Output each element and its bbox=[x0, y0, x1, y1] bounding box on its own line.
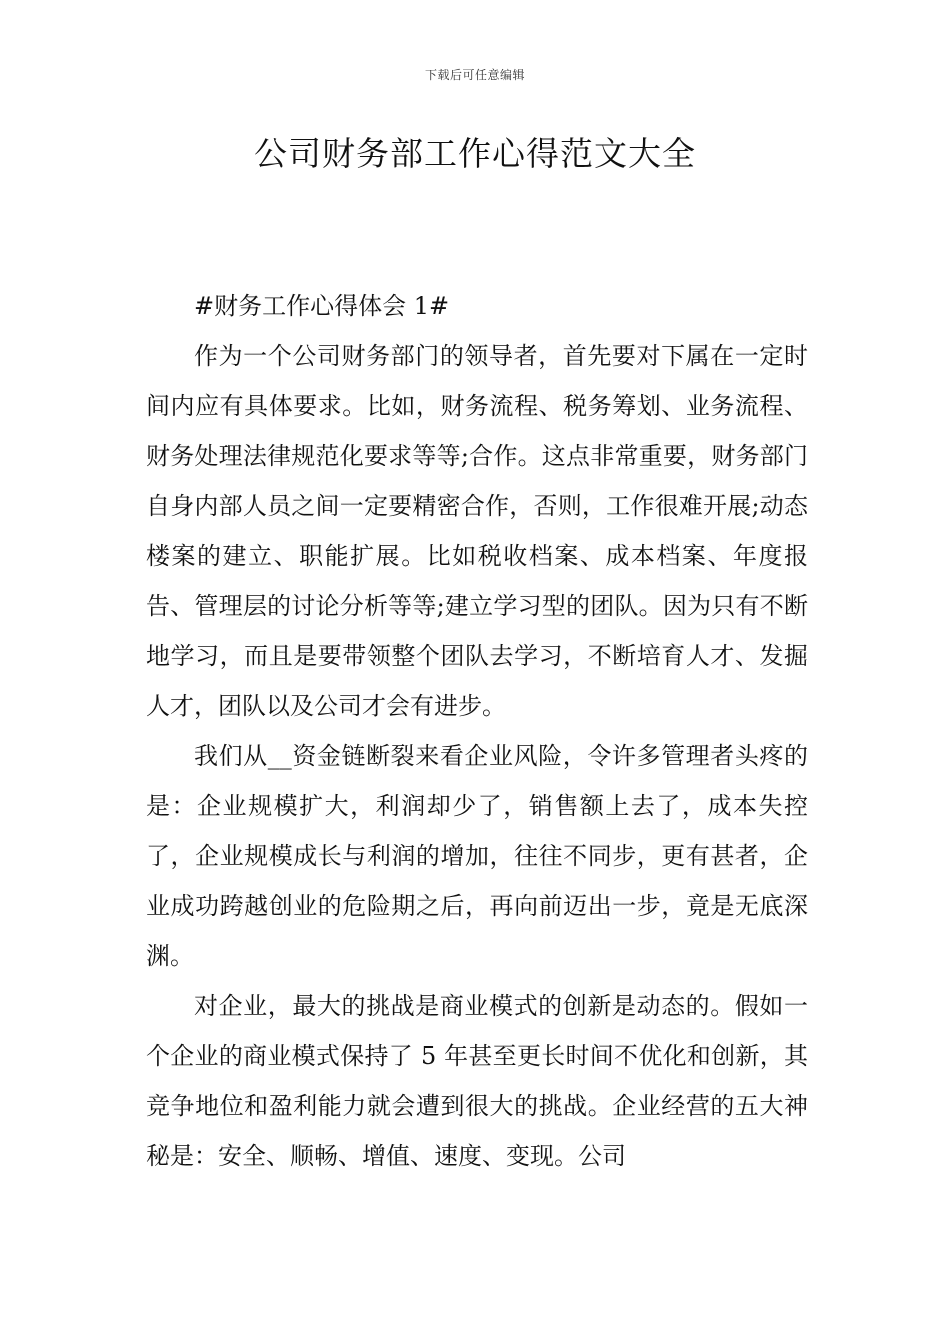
paragraph-3: 对企业，最大的挑战是商业模式的创新是动态的。假如一个企业的商业模式保持了 5 年甚至更长时间不优化和创新，其竞争地位和盈利能力就会遭到很大的挑战。企业经营的五大神秘是：安全、顺畅、增值、速度、变现。公司 bbox=[146, 992, 808, 1170]
document-title: 公司财务部工作心得范文大全 bbox=[254, 134, 696, 173]
section-heading: #财务工作心得体会 1# bbox=[194, 292, 450, 320]
header-note: 下载后可任意编辑 bbox=[424, 68, 525, 82]
paragraph-2: 我们从__资金链断裂来看企业风险，令许多管理者头疼的是：企业规模扩大，利润却少了，销售额上去了，成本失控了，企业规模成长与利润的增加，往往不同步，更有甚者，企业成功跨越创业的危险期之后，再向前迈出一步，竟是无底深渊。 bbox=[146, 742, 808, 970]
paragraph-1: 作为一个公司财务部门的领导者，首先要对下属在一定时间内应有具体要求。比如，财务流程、税务筹划、业务流程、财务处理法律规范化要求等等;合作。这点非常重要，财务部门自身内部人员之间一定要精密合作，否则，工作很难开展;动态楼案的建立、职能扩展。比如税收档案、成本档案、年度报告、管理层的讨论分析等等;建立学习型的团队。因为只有不断地学习，而且是要带领整个团队去学习，不断培育人才、发掘人才，团队以及公司才会有进步。 bbox=[146, 342, 808, 720]
document-body bbox=[146, 281, 808, 1181]
